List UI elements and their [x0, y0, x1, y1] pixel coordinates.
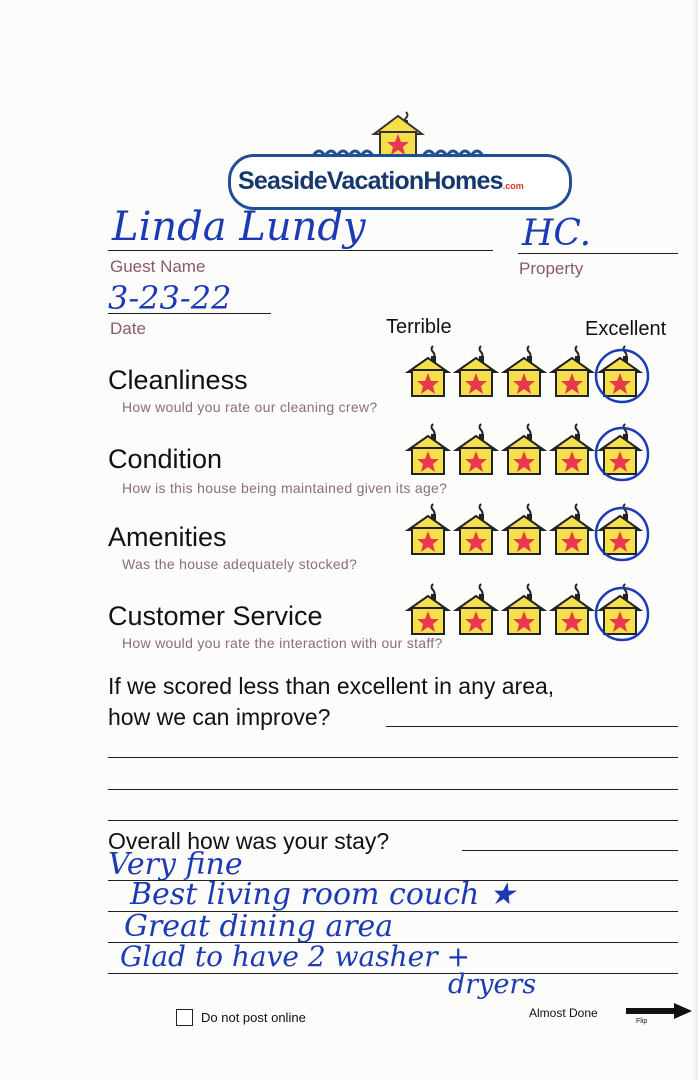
- improve-line-2: [108, 757, 678, 758]
- rating-question-customer-service: How would you rate the interaction with our staff?: [122, 635, 443, 651]
- flip-label: Flip: [636, 1018, 648, 1025]
- house-star-icon[interactable]: [504, 504, 544, 554]
- rating-title-amenities: Amenities: [108, 522, 227, 552]
- rating-title-condition: Condition: [108, 444, 223, 474]
- house-star-icon[interactable]: [504, 424, 544, 474]
- rating-stars-cleanliness[interactable]: [404, 342, 664, 404]
- overall-prompt: Overall how was your stay?: [108, 828, 390, 854]
- house-star-icon[interactable]: [408, 346, 448, 396]
- rating-question-amenities: Was the house adequately stocked?: [122, 556, 358, 572]
- overall-answer-4: Glad to have 2 washer +: [120, 940, 470, 973]
- house-star-icon[interactable]: [504, 346, 544, 396]
- rating-stars-amenities[interactable]: [404, 500, 664, 562]
- overall-answer-5: dryers: [448, 969, 537, 1000]
- house-star-icon[interactable]: [552, 584, 592, 634]
- guest-name-line: [108, 250, 493, 251]
- almost-done-label: Almost Done: [529, 1006, 598, 1020]
- house-star-icon[interactable]: [456, 584, 496, 634]
- house-star-icon[interactable]: [456, 346, 496, 396]
- overall-line-5: [108, 973, 678, 974]
- rating-question-cleanliness: How would you rate our cleaning crew?: [122, 399, 378, 415]
- improve-prompt-line2: how we can improve?: [108, 704, 331, 730]
- house-star-icon[interactable]: [408, 424, 448, 474]
- improve-line-1: [386, 726, 678, 727]
- rating-title-customer-service: Customer Service: [108, 601, 323, 631]
- property-value: HC.: [522, 213, 592, 254]
- rating-stars-condition[interactable]: [404, 420, 664, 482]
- property-label: Property: [519, 259, 584, 278]
- improve-prompt-line1: If we scored less than excellent in any area,: [108, 673, 555, 699]
- house-star-icon[interactable]: [408, 504, 448, 554]
- house-star-icon[interactable]: [552, 346, 592, 396]
- house-star-icon[interactable]: [504, 584, 544, 634]
- house-star-icon[interactable]: [552, 504, 592, 554]
- rating-question-condition: How is this house being maintained given its age?: [122, 480, 448, 496]
- house-star-icon[interactable]: [408, 584, 448, 634]
- do-not-post-checkbox[interactable]: [176, 1009, 193, 1026]
- scale-low-label: Terrible: [386, 316, 452, 338]
- house-star-icon[interactable]: [456, 504, 496, 554]
- improve-line-3: [108, 789, 678, 790]
- guest-name-value: Linda Lundy: [112, 204, 366, 250]
- overall-answer-1: Very fine: [108, 847, 243, 882]
- card-edge-shadow: [692, 0, 698, 1080]
- date-label: Date: [110, 319, 146, 338]
- scale-high-label: Excellent: [585, 318, 667, 340]
- overall-answer-2: Best living room couch ★: [130, 877, 516, 912]
- flip-arrow-icon: [626, 1003, 692, 1019]
- date-value: 3-23-22: [108, 279, 232, 317]
- do-not-post-label: Do not post online: [201, 1010, 306, 1025]
- house-star-icon[interactable]: [456, 424, 496, 474]
- overall-line-1: [462, 850, 678, 851]
- date-line: [108, 313, 271, 314]
- guest-name-label: Guest Name: [110, 257, 206, 276]
- logo-text: SeasideVacationHomes.com: [238, 167, 524, 195]
- overall-answer-3: Great dining area: [124, 909, 394, 944]
- rating-stars-customer-service[interactable]: [404, 580, 664, 642]
- seaside-logo: [228, 110, 570, 206]
- house-star-icon[interactable]: [552, 424, 592, 474]
- property-line: [518, 253, 678, 254]
- improve-line-4: [108, 820, 678, 821]
- rating-title-cleanliness: Cleanliness: [108, 365, 248, 395]
